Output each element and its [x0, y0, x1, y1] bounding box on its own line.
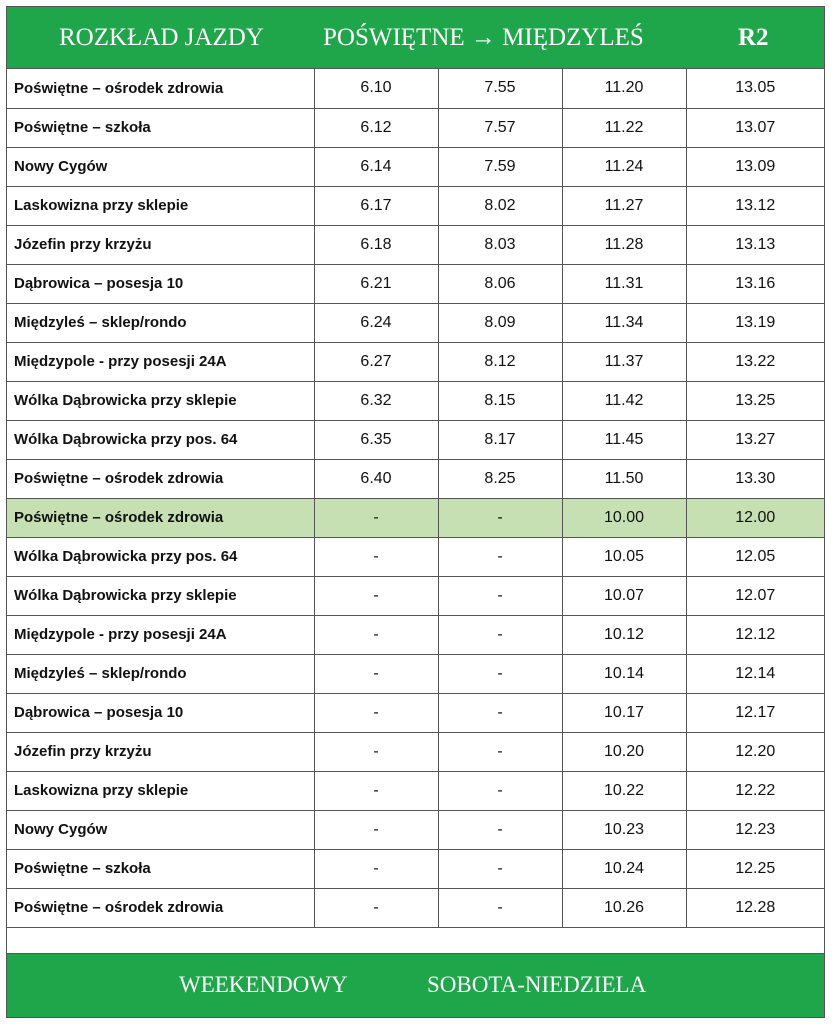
departure-time: 11.42 [562, 381, 686, 420]
table-row [7, 420, 824, 459]
departure-time: - [314, 732, 438, 771]
departure-time: - [314, 576, 438, 615]
stop-name: Poświętne – ośrodek zdrowia [7, 69, 314, 108]
departure-time: - [438, 615, 562, 654]
departure-time: 8.09 [438, 303, 562, 342]
departure-time: 10.26 [562, 888, 686, 927]
departure-time: 10.17 [562, 693, 686, 732]
departure-time: 11.20 [562, 69, 686, 108]
departure-time: - [314, 615, 438, 654]
departure-time: 13.07 [686, 108, 824, 147]
table-row [7, 147, 824, 186]
departure-time: 10.20 [562, 732, 686, 771]
departure-time: - [438, 888, 562, 927]
table-row [7, 381, 824, 420]
departure-time: 10.05 [562, 537, 686, 576]
departure-time: 8.15 [438, 381, 562, 420]
schedule-days: SOBOTA-NIEDZIELA [427, 972, 647, 997]
stop-name: Laskowizna przy sklepie [7, 186, 314, 225]
line-number: R2 [738, 24, 769, 51]
table-row [7, 732, 824, 771]
departure-time: 11.24 [562, 147, 686, 186]
departure-time: 6.17 [314, 186, 438, 225]
departure-time: 7.55 [438, 69, 562, 108]
departure-time: 10.07 [562, 576, 686, 615]
departure-time: - [314, 810, 438, 849]
departure-time: 12.17 [686, 693, 824, 732]
departure-time: 10.00 [562, 498, 686, 537]
table-row [7, 108, 824, 147]
stop-name: Dąbrowica – posesja 10 [7, 693, 314, 732]
departure-time: - [438, 498, 562, 537]
departure-time: 12.07 [686, 576, 824, 615]
departure-time: 11.45 [562, 420, 686, 459]
departure-time: 11.34 [562, 303, 686, 342]
departure-time: 13.05 [686, 69, 824, 108]
departure-time: - [314, 498, 438, 537]
departure-time: 10.14 [562, 654, 686, 693]
departure-time: 6.14 [314, 147, 438, 186]
departure-time: 13.30 [686, 459, 824, 498]
departure-time: 11.31 [562, 264, 686, 303]
departure-time: 6.27 [314, 342, 438, 381]
stop-name: Nowy Cygów [7, 147, 314, 186]
departure-time: - [438, 810, 562, 849]
departure-time: 10.22 [562, 771, 686, 810]
stop-name: Józefin przy krzyżu [7, 225, 314, 264]
departure-time: - [438, 654, 562, 693]
table-row [7, 576, 824, 615]
table-row [7, 342, 824, 381]
departure-time: - [314, 693, 438, 732]
departure-time: - [314, 849, 438, 888]
departure-time: 13.27 [686, 420, 824, 459]
departure-time: 8.25 [438, 459, 562, 498]
departure-time: 13.09 [686, 147, 824, 186]
table-row [7, 186, 824, 225]
departure-time: 12.22 [686, 771, 824, 810]
departure-time: - [314, 771, 438, 810]
departure-time: 6.10 [314, 69, 438, 108]
departure-time: 11.37 [562, 342, 686, 381]
departure-time: 7.57 [438, 108, 562, 147]
departure-time: 11.22 [562, 108, 686, 147]
departure-time: 10.24 [562, 849, 686, 888]
departure-time: 6.18 [314, 225, 438, 264]
stop-name: Wólka Dąbrowicka przy sklepie [7, 576, 314, 615]
departure-time: - [438, 732, 562, 771]
timetable-footer [7, 953, 824, 1017]
departure-time: 6.24 [314, 303, 438, 342]
departure-time: 12.00 [686, 498, 824, 537]
schedule-table [7, 69, 824, 928]
departure-time: 12.25 [686, 849, 824, 888]
stop-name: Laskowizna przy sklepie [7, 771, 314, 810]
table-row [7, 654, 824, 693]
stop-name: Poświętne – szkoła [7, 849, 314, 888]
stop-name: Międzypole - przy posesji 24A [7, 615, 314, 654]
stop-name: Poświętne – ośrodek zdrowia [7, 888, 314, 927]
departure-time: - [314, 537, 438, 576]
timetable [6, 6, 825, 1018]
departure-time: 6.12 [314, 108, 438, 147]
departure-time: - [438, 576, 562, 615]
departure-time: 13.19 [686, 303, 824, 342]
table-row [7, 303, 824, 342]
departure-time: - [314, 654, 438, 693]
departure-time: 8.17 [438, 420, 562, 459]
departure-time: 11.28 [562, 225, 686, 264]
departure-time: 6.32 [314, 381, 438, 420]
stop-name: Dąbrowica – posesja 10 [7, 264, 314, 303]
departure-time: 12.14 [686, 654, 824, 693]
stop-name: Poświętne – szkoła [7, 108, 314, 147]
table-row [7, 69, 824, 108]
departure-time: 13.16 [686, 264, 824, 303]
table-row [7, 225, 824, 264]
departure-time: 13.25 [686, 381, 824, 420]
departure-time: 12.05 [686, 537, 824, 576]
departure-time: 11.50 [562, 459, 686, 498]
departure-time: 13.22 [686, 342, 824, 381]
table-row [7, 264, 824, 303]
departure-time: 12.23 [686, 810, 824, 849]
departure-time: - [314, 888, 438, 927]
departure-time: - [438, 537, 562, 576]
stop-name: Poświętne – ośrodek zdrowia [7, 459, 314, 498]
timetable-header [7, 7, 824, 69]
stop-name: Józefin przy krzyżu [7, 732, 314, 771]
table-row [7, 771, 824, 810]
stop-name: Nowy Cygów [7, 810, 314, 849]
departure-time: 13.13 [686, 225, 824, 264]
departure-time: 6.21 [314, 264, 438, 303]
departure-time: 8.12 [438, 342, 562, 381]
schedule-type: WEEKENDOWY [179, 972, 348, 997]
table-row [7, 810, 824, 849]
departure-time: 6.40 [314, 459, 438, 498]
departure-time: 10.23 [562, 810, 686, 849]
stop-name: Poświętne – ośrodek zdrowia [7, 498, 314, 537]
departure-time: - [438, 693, 562, 732]
table-row [7, 888, 824, 927]
stop-name: Wólka Dąbrowicka przy sklepie [7, 381, 314, 420]
departure-time: 7.59 [438, 147, 562, 186]
departure-time: 12.20 [686, 732, 824, 771]
departure-time: 12.12 [686, 615, 824, 654]
stop-name: Wólka Dąbrowicka przy pos. 64 [7, 420, 314, 459]
departure-time: 6.35 [314, 420, 438, 459]
table-row [7, 849, 824, 888]
departure-time: 8.03 [438, 225, 562, 264]
departure-time: - [438, 849, 562, 888]
departure-time: 8.06 [438, 264, 562, 303]
table-row [7, 615, 824, 654]
departure-time: 13.12 [686, 186, 824, 225]
stop-name: Wólka Dąbrowicka przy pos. 64 [7, 537, 314, 576]
departure-time: 12.28 [686, 888, 824, 927]
stop-name: Międzypole - przy posesji 24A [7, 342, 314, 381]
departure-time: 10.12 [562, 615, 686, 654]
schedule-body [7, 69, 824, 927]
table-row-highlighted [7, 498, 824, 537]
timetable-title: ROZKŁAD JAZDY [59, 24, 264, 51]
table-row [7, 459, 824, 498]
departure-time: - [438, 771, 562, 810]
stop-name: Międzyleś – sklep/rondo [7, 303, 314, 342]
stop-name: Międzyleś – sklep/rondo [7, 654, 314, 693]
departure-time: 11.27 [562, 186, 686, 225]
table-row [7, 537, 824, 576]
departure-time: 8.02 [438, 186, 562, 225]
table-row [7, 693, 824, 732]
route-name: POŚWIĘTNE → MIĘDZYLEŚ [323, 24, 644, 51]
